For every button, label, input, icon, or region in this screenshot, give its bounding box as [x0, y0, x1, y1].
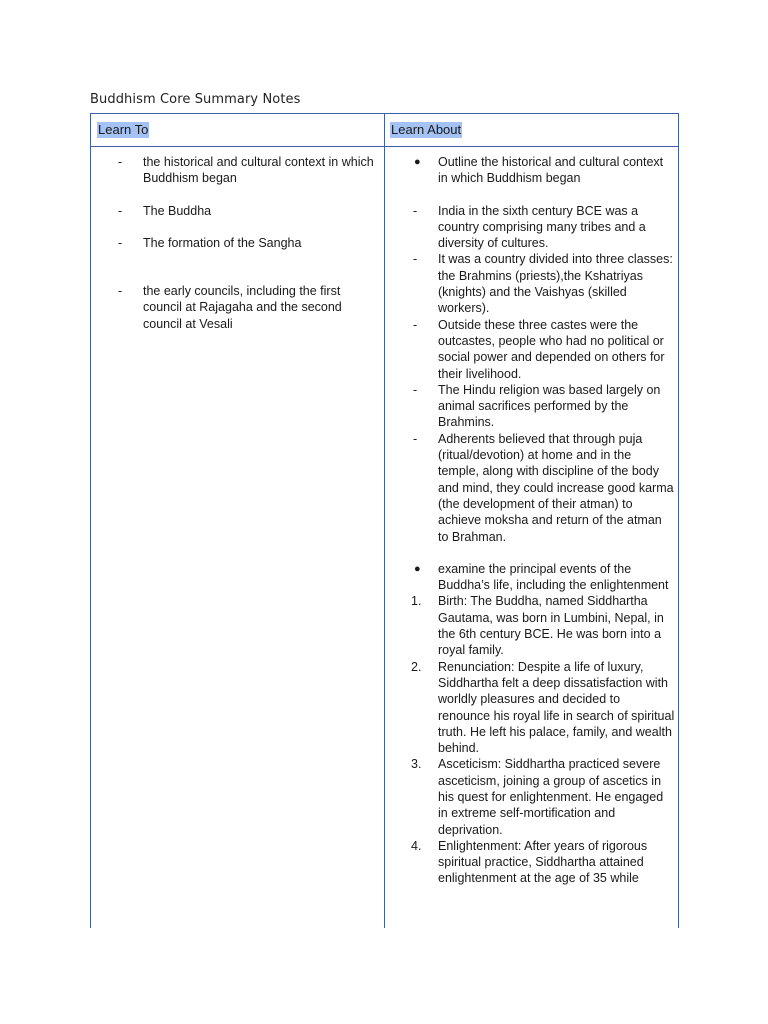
- header-divider: [91, 146, 679, 147]
- list-item-text: The Buddha: [143, 203, 212, 218]
- list-item: [408, 251, 675, 316]
- dash-marker: -: [413, 431, 418, 446]
- learn-about-column: [408, 154, 675, 887]
- list-item-text: Birth: The Buddha, named Siddhartha Gautama, was born in Lumbini, Nepal, in the 6th century BCE. He was born into a royal family.: [438, 594, 664, 658]
- document-title: Buddhism Core Summary Notes: [90, 92, 301, 107]
- section-heading: [408, 154, 675, 187]
- number-marker: 1.: [411, 594, 422, 609]
- list-item: [113, 203, 375, 219]
- list-item-text: The formation of the Sangha: [143, 235, 302, 250]
- header-learn-to: Learn To: [98, 122, 149, 137]
- dash-marker: -: [413, 317, 418, 332]
- number-marker: 2.: [411, 659, 422, 674]
- notes-table: [90, 113, 679, 928]
- learn-to-column: [113, 154, 375, 332]
- dash-marker: -: [413, 203, 418, 218]
- list-item: [408, 317, 675, 382]
- dash-marker: -: [118, 203, 123, 218]
- list-item: [113, 283, 375, 332]
- dash-marker: -: [118, 235, 123, 250]
- section-heading-text: Outline the historical and cultural context in which Buddhism began: [438, 155, 664, 186]
- dash-marker: -: [118, 284, 123, 299]
- list-item: [113, 235, 375, 251]
- list-item: [113, 154, 375, 187]
- list-item: [408, 431, 675, 545]
- list-item-text: Adherents believed that through puja (ritual/devotion) at home and in the temple, along with discipline of the body and mind, they could increase good karma (the development of their atman) to achieve moksha and return of the atman to Brahman.: [438, 431, 674, 544]
- list-item-text: It was a country divided into three classes: the Brahmins (priests),the Kshatriyas (knights) and the Vaishyas (skilled workers).: [438, 252, 673, 316]
- dash-marker: -: [413, 252, 418, 267]
- list-item-text: Asceticism: Siddhartha practiced severe asceticism, joining a group of ascetics in his quest for enlightenment. He engaged in extreme self-mortification and deprivation.: [438, 757, 664, 837]
- list-item-text: Outside these three castes were the outcastes, people who had no political or social power and depended on others for their livelihood.: [438, 317, 665, 381]
- section-heading-text: examine the principal events of the Buddha’s life, including the enlightenment: [438, 561, 669, 593]
- list-item-text: The Hindu religion was based largely on animal sacrifices performed by the Brahmins.: [438, 382, 661, 430]
- list-item: [408, 203, 675, 252]
- numbered-item: [408, 838, 675, 887]
- numbered-item: [408, 659, 675, 757]
- list-item: [408, 382, 675, 431]
- number-marker: 4.: [411, 838, 422, 853]
- list-item-text: the early councils, including the first council at Rajagaha and the second council at Vesali: [143, 284, 342, 331]
- list-item-text: the historical and cultural context in which Buddhism began: [143, 155, 374, 186]
- list-item-text: India in the sixth century BCE was a country comprising many tribes and a diversity of cultures.: [438, 203, 646, 251]
- column-divider: [384, 114, 385, 928]
- dash-marker: -: [118, 155, 123, 169]
- number-marker: 3.: [411, 757, 422, 772]
- header-learn-about: Learn About: [391, 122, 462, 137]
- list-item-text: Renunciation: Despite a life of luxury, Siddhartha felt a deep dissatisfaction with worldly pleasures and decided to renounce his royal life in search of spiritual truth. He left his palace, family, and wealth behind.: [438, 659, 675, 756]
- numbered-item: [408, 593, 675, 658]
- list-item-text: Enlightenment: After years of rigorous spiritual practice, Siddhartha attained enlightenment at the age of 35 while: [438, 838, 648, 886]
- bullet-marker: ●: [414, 562, 421, 575]
- section-heading: [408, 561, 675, 594]
- numbered-item: [408, 756, 675, 837]
- dash-marker: -: [413, 382, 418, 397]
- bullet-marker: ●: [414, 156, 421, 168]
